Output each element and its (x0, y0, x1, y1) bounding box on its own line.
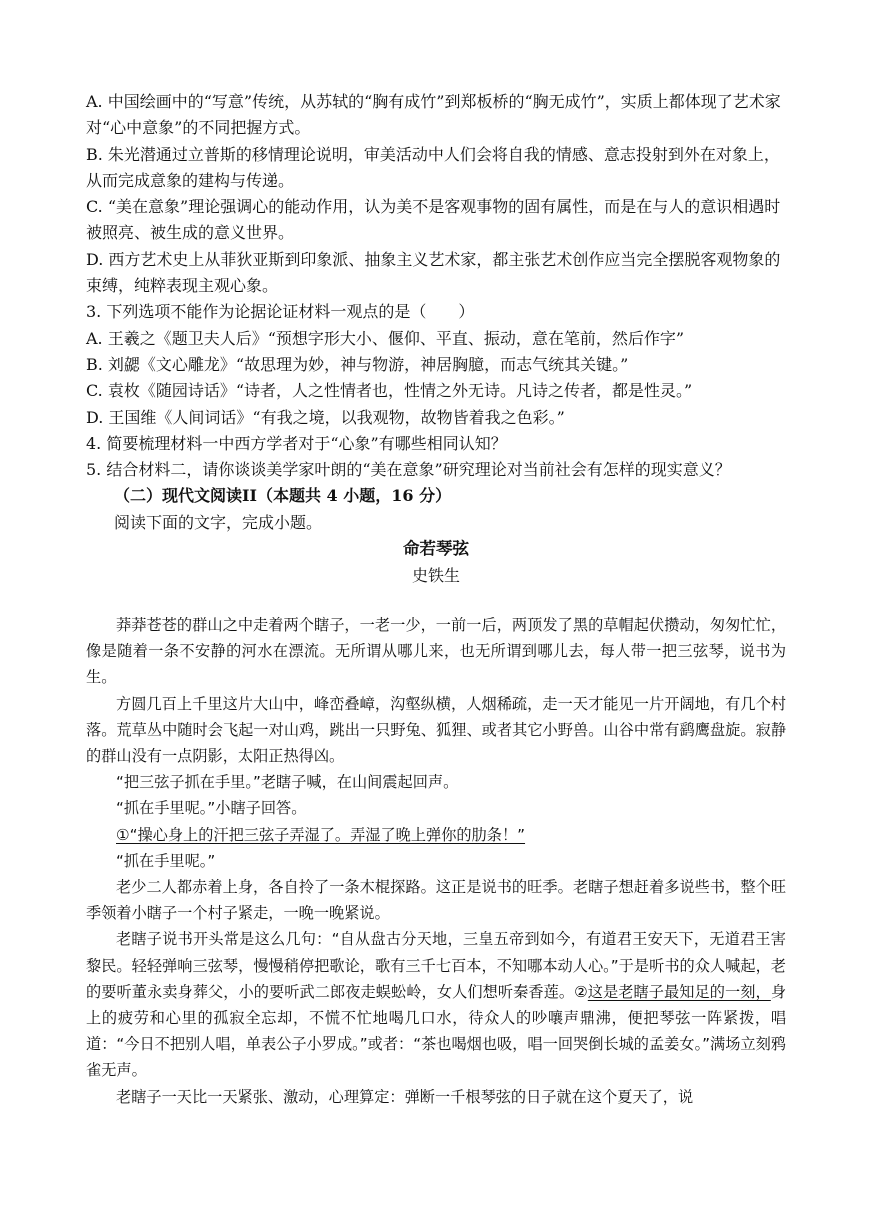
story-title: 命若琴弦 (403, 539, 469, 559)
question-3: 3. 下列选项不能作为论据论证材料一观点的是（ ） (86, 302, 475, 322)
questions-section (86, 89, 786, 589)
story-author: 史铁生 (411, 565, 460, 585)
option-a-q3: A. 王羲之《题卫夫人后》“预想字形大小、偃仰、平直、振动，意在笔前，然后作字” (86, 328, 685, 348)
story-paragraph: 老少二人都赤着上身，各自拎了一条木棍探路。这正是说书的旺季。老瞎子想赶着多说些书，整个旺季领着小瞎子一个村子紧走，一晚一晚紧说。 (86, 878, 786, 923)
story-paragraph: 莽莽苍苍的群山之中走着两个瞎子，一老一少，一前一后，两顶发了黑的草帽起伏攒动，匆匆忙忙，像是随着一条不安静的河水在漂流。无所谓从哪儿来，也无所谓到哪儿去，每人带一把三弦琴，说书为生。 (86, 616, 786, 687)
paragraph-text: 老瞎子说书开头常是这么几句：“自从盘古分天地，三皇五帝到如今，有道君王安天下，无道君王害黎民。轻轻弹响三弦琴，慢慢稍停把歌论，歌有三千七百本，不知哪本动人心。”于是听书的众人喊起，老的要听董永卖身葬父，小的要听武二郎夜走蜈蚣岭，女人们想听秦香莲。② (86, 930, 786, 1001)
story-paragraph: “把三弦子抓在手里。”老瞎子喊，在山间震起回声。 (116, 773, 459, 792)
story-paragraph: “抓在手里呢。”小瞎子回答。 (116, 799, 307, 818)
section-instruction: 阅读下面的文字，完成小题。 (114, 512, 323, 532)
option-a-q2: A. 中国绘画中的“写意”传统，从苏轼的“胸有成竹”到郑板桥的“胸无成竹”，实质上都体现了艺术家对“心中意象”的不同把握方式。 (86, 92, 781, 138)
option-b-q3: B. 刘勰《文心雕龙》“故思理为妙，神与物游，神居胸臆，而志气统其关键。” (86, 354, 629, 374)
paragraph-text: 身上的疲劳和心里的孤寂全忘却，不慌不忙地喝几口水，待众人的吵嚷声鼎沸，便把琴弦一阵紧拨，唱道：“今日不把别人唱，单表公子小罗成。”或者：“茶也喝烟也吸，唱一回哭倒长城的孟姜女。”满场立刻鸦雀无声。 (86, 982, 787, 1080)
question-4: 4. 简要梳理材料一中西方学者对于“心象”有哪些相同认知？ (86, 433, 507, 453)
option-b-q2: B. 朱光潜通过立普斯的移情理论说明，审美活动中人们会将自我的情感、意志投射到外在对象上，从而完成意象的建构与传递。 (86, 144, 780, 190)
option-c-q3: C. 袁枚《随园诗话》“诗者，人之性情者也，性情之外无诗。凡诗之传者，都是性灵。” (86, 381, 693, 401)
story-paragraph: “抓在手里呢。” (116, 851, 216, 870)
option-d-q3: D. 王国维《人间词话》“有我之境，以我观物，故物皆着我之色彩。” (86, 407, 565, 427)
story-paragraph (86, 926, 786, 1083)
story-paragraph-underlined (86, 822, 786, 848)
option-d-q2: D. 西方艺术史上从菲狄亚斯到印象派、抽象主义艺术家，都主张艺术创作应当完全摆脱客观物象的束缚，纯粹表现主观心象。 (86, 249, 781, 296)
underlined-sentence-1: ①“操心身上的汗把三弦子弄湿了。弄湿了晚上弹你的肋条！” (116, 825, 526, 844)
option-c-q2: C. “美在意象”理论强调心的能动作用，认为美不是客观事物的固有属性，而是在与人的意识相遇时被照亮、被生成的意义世界。 (86, 197, 781, 243)
story-body (86, 612, 786, 1110)
section-heading: （二）现代文阅读II（本题共 4 小题，16 分） (114, 486, 452, 506)
question-5: 5. 结合材料二，请你谈谈美学家叶朗的“美在意象”研究理论对当前社会有怎样的现实意义？ (86, 460, 731, 480)
underlined-sentence-2: 这是老瞎子最知足的一刻， (587, 982, 771, 1001)
story-paragraph: 方圆几百上千里这片大山中，峰峦叠嶂，沟壑纵横，人烟稀疏，走一天才能见一片开阔地，有几个村落。荒草丛中随时会飞起一对山鸡，跳出一只野兔、狐狸、或者其它小野兽。山谷中常有鹞鹰盘旋。寂静的群山没有一点阴影，太阳正热得凶。 (86, 694, 786, 766)
story-paragraph: 老瞎子一天比一天紧张、激动，心理算定：弹断一千根琴弦的日子就在这个夏天了，说 (116, 1087, 694, 1106)
